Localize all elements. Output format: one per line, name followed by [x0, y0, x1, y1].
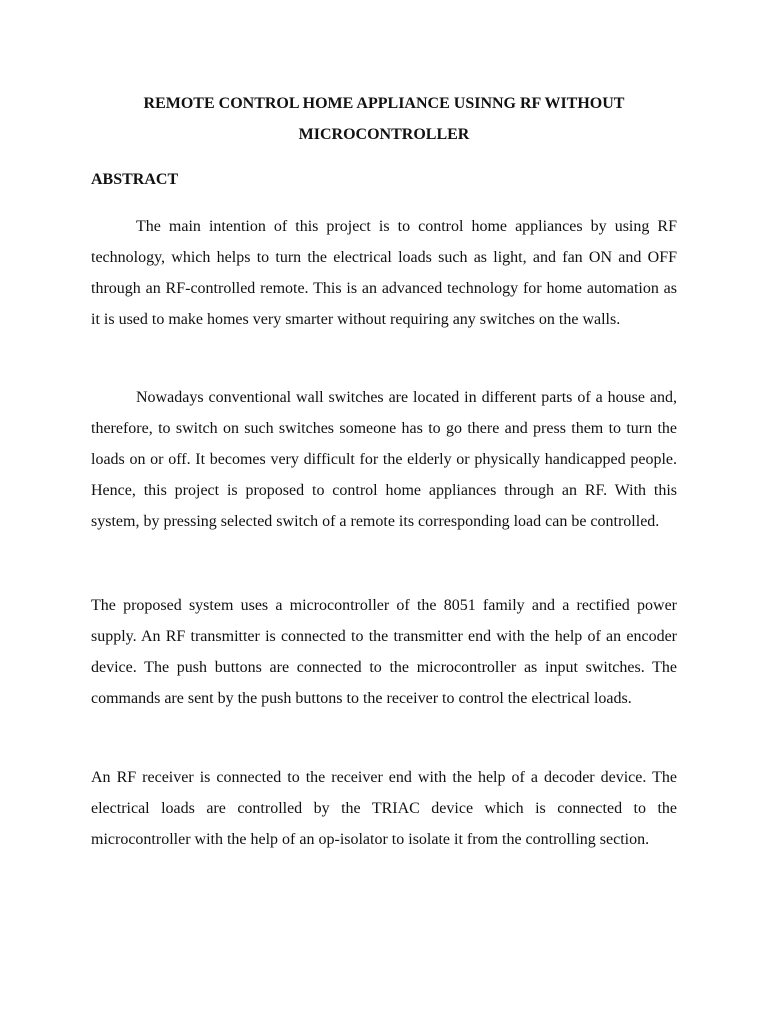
paragraph-1: The main intention of this project is to control home appliances by using RF technology, which helps to turn the electrical loads such as light, and fan ON and OFF through an RF-controlled remote. This is an advanced technology for home automation as it is used to make homes very smarter without requiring any switches on the walls. [91, 218, 677, 328]
document-title-line-2: MICROCONTROLLER [298, 126, 470, 143]
paragraph-4: An RF receiver is connected to the receiver end with the help of a decoder device. The electrical loads are controlled by the TRIAC device which is connected to the microcontroller with the help of an op-isolator to isolate it from the controlling section. [91, 769, 677, 848]
abstract-heading: ABSTRACT [91, 171, 179, 188]
paragraph-3: The proposed system uses a microcontroller of the 8051 family and a rectified power supply. An RF transmitter is connected to the transmitter end with the help of an encoder device. The push buttons are connected to the microcontroller as input switches. The commands are sent by the push buttons to the receiver to control the electrical loads. [91, 597, 677, 707]
paragraph-2: Nowadays conventional wall switches are located in different parts of a house and, therefore, to switch on such switches someone has to go there and press them to turn the loads on or off. It becomes very difficult for the elderly or physically handicapped people. Hence, this project is proposed to control home appliances through an RF. With this system, by pressing selected switch of a remote its corresponding load can be controlled. [91, 389, 677, 530]
document-title-line-1: REMOTE CONTROL HOME APPLIANCE USINNG RF WITHOUT [143, 95, 625, 112]
